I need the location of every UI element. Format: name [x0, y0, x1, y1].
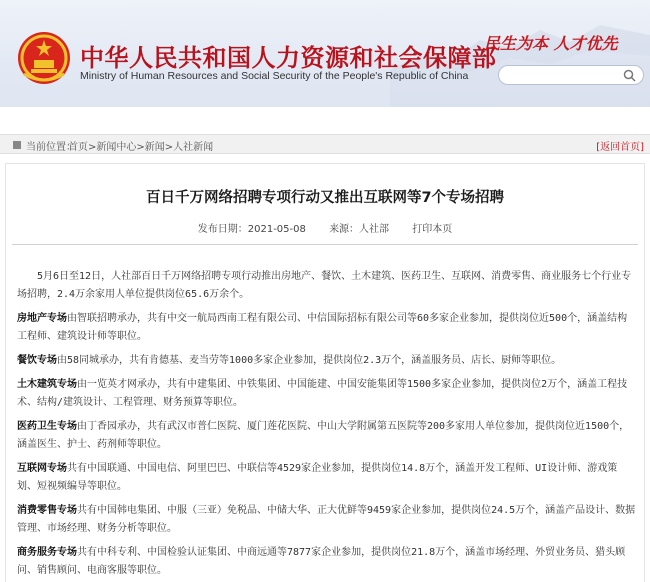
print-link[interactable]: 打印本页	[412, 224, 453, 235]
article-body	[17, 268, 637, 582]
site-header	[0, 0, 650, 107]
article-intro: 5月6日至12日，人社部百日千万网络招聘专项行动推出房地产、餐饮、土木建筑、医药卫生、互联网、消费零售、商业服务七个行业专场招聘，2.4万余家用人单位提供岗位65.6万余个。	[17, 271, 632, 300]
location-icon	[12, 140, 22, 150]
site-subtitle: Ministry of Human Resources and Social Security of the People's Republic of China	[80, 70, 469, 82]
paragraph: 医药卫生专场由丁香园承办，共有武汉市普仁医院、厦门莲花医院、中山大学附属第五医院等200多家用人单位参加，提供岗位近1500个，涵盖医生、护士、药剂师等职位。	[17, 421, 630, 450]
breadcrumb-label: 当前位置：	[26, 142, 76, 153]
paragraph: 土木建筑专场由一览英才网承办，共有中建集团、中铁集团、中国能建、中国安能集团等1500多家企业参加，提供岗位2万个，涵盖工程技术、结构/建筑设计、工程管理、财务预算等职位。	[17, 379, 628, 408]
slogan: 民生为本 人才优先	[484, 34, 618, 53]
paragraph: 互联网专场共有中国联通、中国电信、阿里巴巴、中联信等4529家企业参加，提供岗位14.8万个，涵盖开发工程师、UI设计师、游戏策划、短视频编导等职位。	[17, 463, 618, 492]
article-title: 百日千万网络招聘专项行动又推出互联网等7个专场招聘	[145, 190, 505, 206]
paragraph: 商务服务专场共有中科专利、中国检验认证集团、中商远通等7877家企业参加，提供岗位21.8万个，涵盖市场经理、外贸业务员、猎头顾问、销售顾问、电商客服等职位。	[17, 547, 626, 576]
site-title[interactable]: 中华人民共和国人力资源和社会保障部	[80, 43, 497, 72]
national-emblem-icon	[14, 30, 74, 86]
breadcrumb	[0, 134, 650, 154]
publish-date: 发布日期：2021-05-08	[197, 224, 306, 235]
divider	[12, 244, 638, 245]
paragraph: 房地产专场由智联招聘承办，共有中交一航局西南工程有限公司、中信国际招标有限公司等60多家企业参加，提供岗位近500个，涵盖结构工程师、建筑设计师等职位。	[17, 313, 628, 342]
breadcrumb-path[interactable]: 首页>新闻中心>新闻>人社新闻	[68, 142, 214, 153]
article-meta	[0, 220, 650, 235]
back-home-link[interactable]: [返回首页]	[596, 142, 644, 153]
search-box[interactable]	[498, 65, 644, 85]
search-icon[interactable]	[623, 69, 636, 82]
paragraph: 餐饮专场由58同城承办，共有肯德基、麦当劳等1000多家企业参加，提供岗位2.3万个，涵盖服务员、店长、厨师等职位。	[17, 355, 562, 366]
article-source: 来源：人社部	[329, 224, 390, 235]
paragraph: 消费零售专场共有中国韩电集团、中服（三亚）免税品、中储大华、正大优鲜等9459家企业参加，提供岗位24.5万个，涵盖产品设计、数据管理、市场经理、财务分析等职位。	[17, 505, 636, 534]
